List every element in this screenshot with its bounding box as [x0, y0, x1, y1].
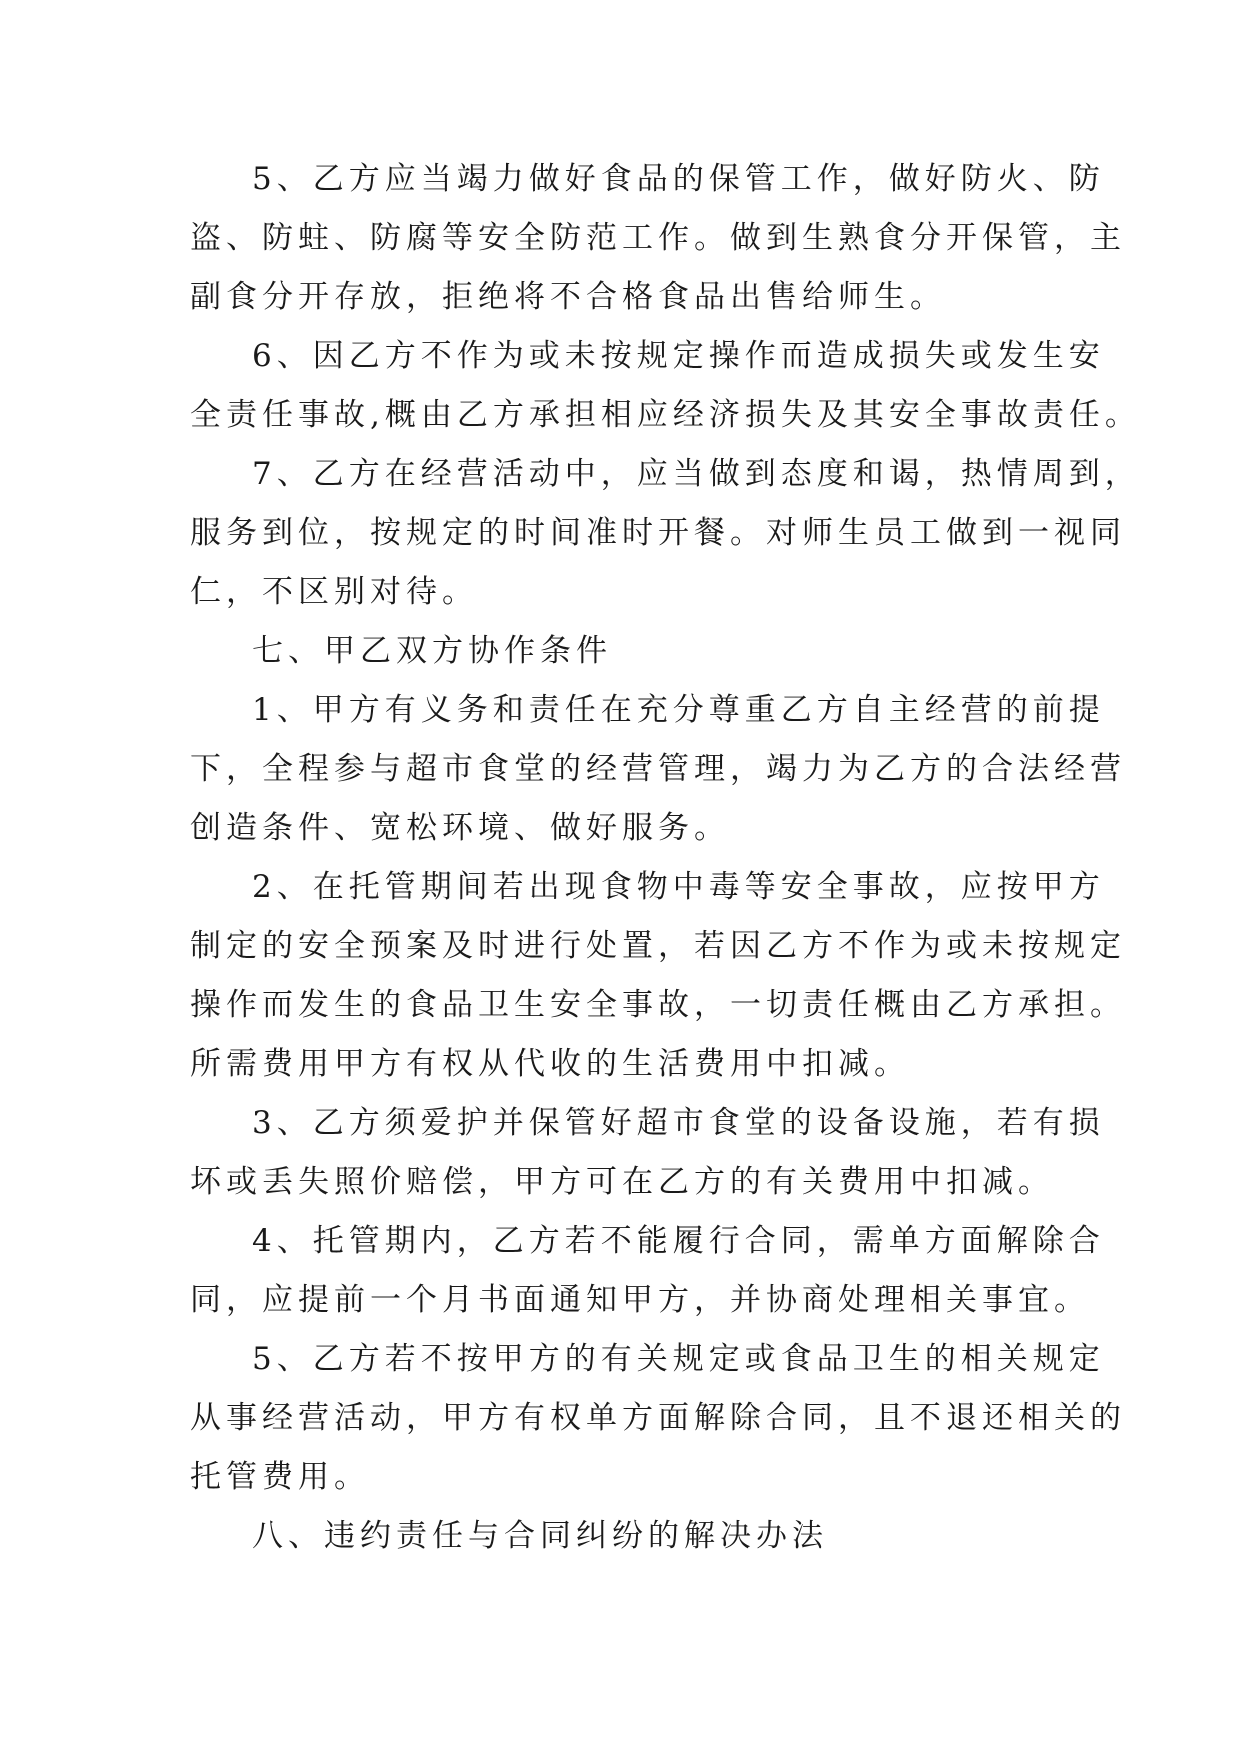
text-line: 创造条件、宽松环境、做好服务。 [190, 810, 730, 846]
paragraph-coop-item4 [190, 1212, 1105, 1330]
text-line: 盗、防蛀、防腐等安全防范工作。做到生熟食分开保管，主 [190, 220, 1126, 256]
text-line: 7、乙方在经营活动中，应当做到态度和谒，热情周到， [252, 456, 1141, 492]
heading-text: 八、违约责任与合同纠纷的解决办法 [252, 1518, 828, 1554]
text-line: 全责任事故,概由乙方承担相应经济损失及其安全事故责任。 [190, 397, 1141, 433]
section-heading-8 [190, 1507, 1050, 1566]
text-line: 同，应提前一个月书面通知甲方，并协商处理相关事宜。 [190, 1282, 1090, 1318]
text-line: 所需费用甲方有权从代收的生活费用中扣减。 [190, 1046, 910, 1082]
text-line: 下，全程参与超市食堂的经营管理，竭力为乙方的合法经营 [190, 751, 1126, 787]
text-line: 2、在托管期间若出现食物中毒等安全事故，应按甲方 [252, 869, 1105, 905]
section-heading-7 [190, 622, 1050, 681]
text-line: 服务到位，按规定的时间准时开餐。对师生员工做到一视同 [190, 515, 1126, 551]
text-line: 1、甲方有义务和责任在充分尊重乙方自主经营的前提 [252, 692, 1105, 728]
paragraph-item5-food-storage [190, 150, 1126, 327]
paragraph-coop-item3 [190, 1094, 1105, 1212]
text-line: 4、托管期内，乙方若不能履行合同，需单方面解除合 [252, 1223, 1105, 1259]
paragraph-coop-item5 [190, 1330, 1126, 1507]
text-line: 从事经营活动，甲方有权单方面解除合同，且不退还相关的 [190, 1400, 1126, 1436]
text-line: 副食分开存放，拒绝将不合格食品出售给师生。 [190, 279, 946, 315]
text-line: 5、乙方应当竭力做好食品的保管工作，做好防火、防 [252, 161, 1105, 197]
text-line: 操作而发生的食品卫生安全事故，一切责任概由乙方承担。 [190, 987, 1126, 1023]
text-line: 5、乙方若不按甲方的有关规定或食品卫生的相关规定 [252, 1341, 1105, 1377]
text-line: 托管费用。 [190, 1459, 370, 1495]
document-page [190, 150, 1141, 1566]
paragraph-coop-item1 [190, 681, 1126, 858]
text-line: 坏或丢失照价赔偿，甲方可在乙方的有关费用中扣减。 [190, 1164, 1054, 1200]
text-line: 制定的安全预案及时进行处置，若因乙方不作为或未按规定 [190, 928, 1126, 964]
text-line: 仁，不区别对待。 [190, 574, 478, 610]
heading-text: 七、甲乙双方协作条件 [252, 633, 612, 669]
paragraph-item7-service [190, 445, 1141, 622]
text-line: 6、因乙方不作为或未按规定操作而造成损失或发生安 [252, 338, 1105, 374]
text-line: 3、乙方须爱护并保管好超市食堂的设备设施，若有损 [252, 1105, 1105, 1141]
paragraph-item6-liability [190, 327, 1141, 445]
paragraph-coop-item2 [190, 858, 1126, 1094]
